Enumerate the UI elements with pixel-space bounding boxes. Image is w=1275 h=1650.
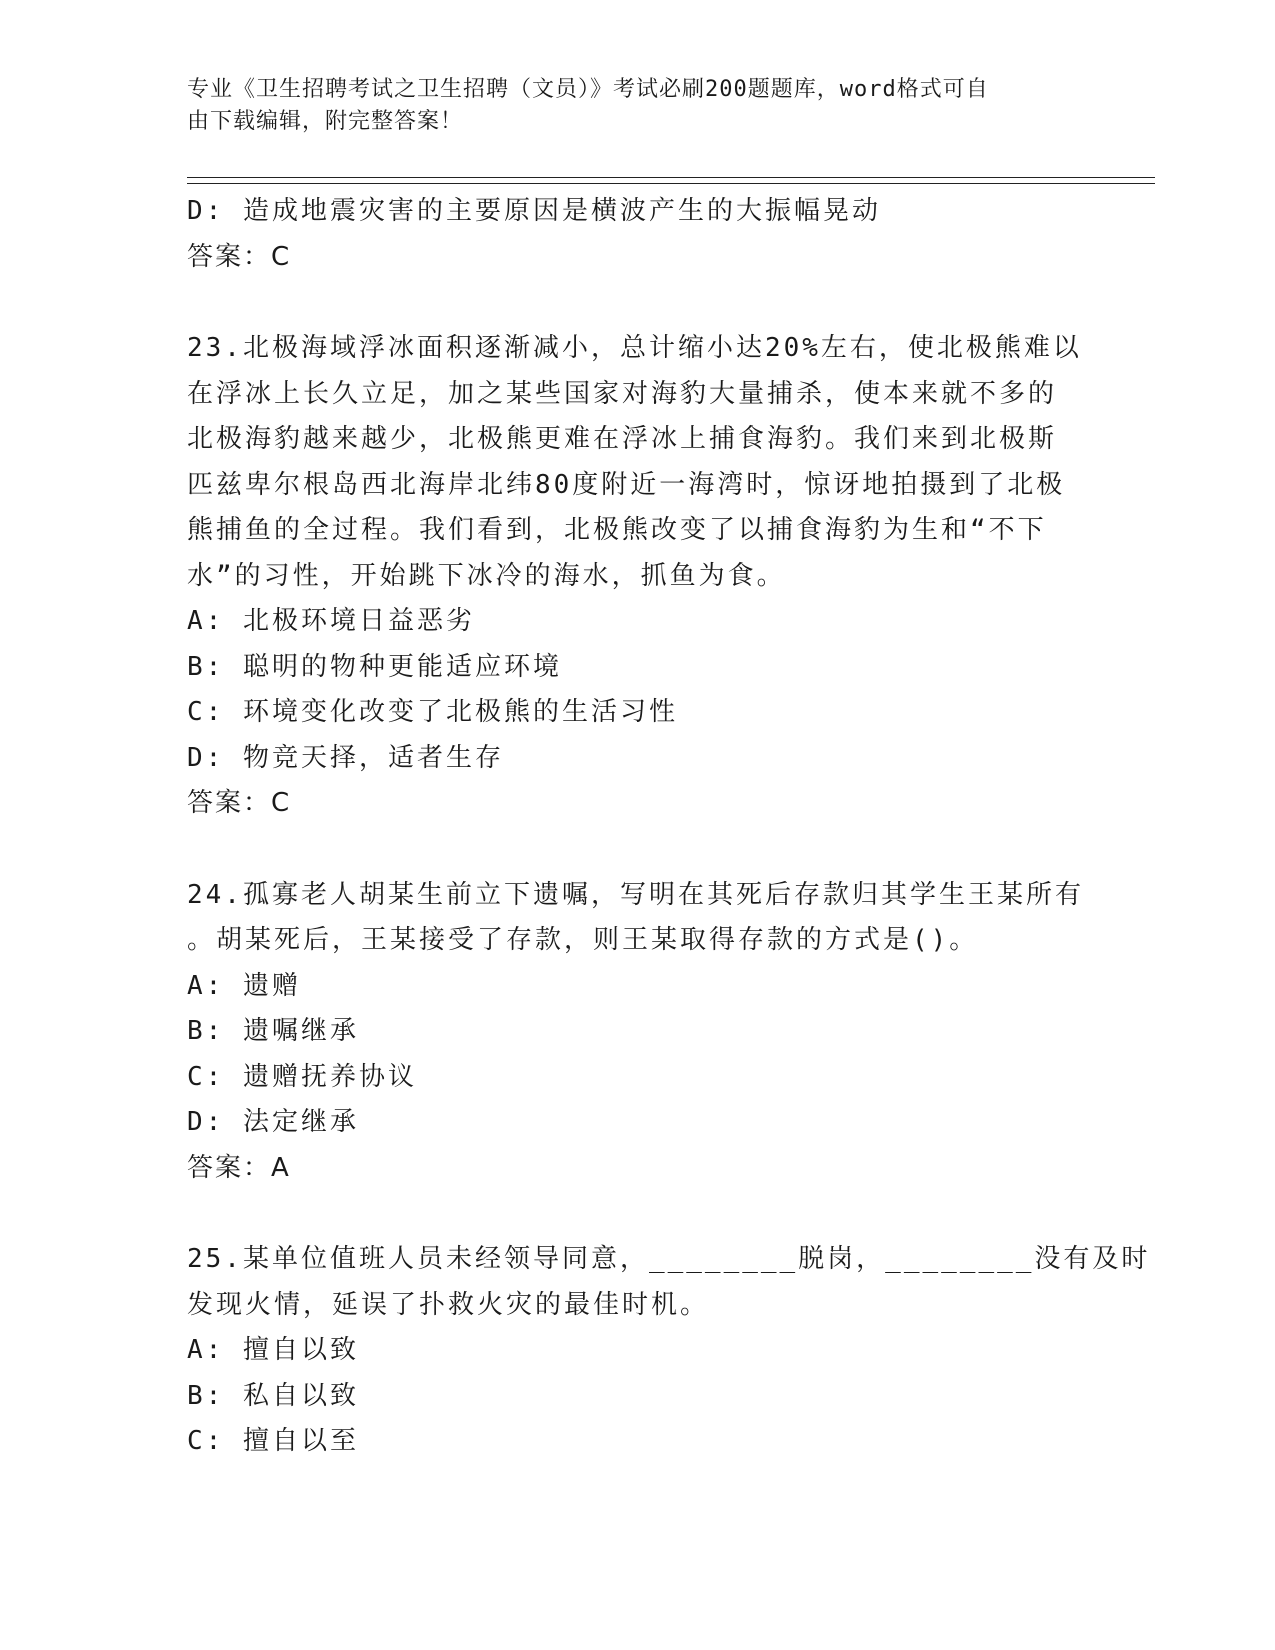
document-header bbox=[187, 74, 1067, 138]
question-stem-line: 。胡某死后，王某接受了存款，则王某取得存款的方式是()。 bbox=[187, 925, 979, 955]
question-stem-line: 23.北极海域浮冰面积逐渐减小，总计缩小达20%左右，使北极熊难以 bbox=[187, 333, 1082, 363]
question-stem-line: 发现火情，延误了扑救火灾的最佳时机。 bbox=[187, 1289, 710, 1320]
option-c: C: 擅自以至 bbox=[187, 1426, 359, 1456]
spacer bbox=[187, 280, 1077, 326]
answer: 答案：C bbox=[187, 241, 292, 272]
option-d: D: 物竞天择，适者生存 bbox=[187, 742, 504, 773]
question-25 bbox=[187, 1237, 1151, 1465]
question-23 bbox=[187, 326, 1082, 827]
option-c: C: 环境变化改变了北极熊的生活习性 bbox=[187, 697, 678, 727]
header-rule-top bbox=[187, 177, 1155, 178]
header-rule-bottom bbox=[187, 183, 1155, 184]
question-stem-line: 水”的习性，开始跳下冰冷的海水，抓鱼为食。 bbox=[187, 560, 786, 591]
answer: 答案：C bbox=[187, 788, 292, 818]
option-a: A: 擅自以致 bbox=[187, 1335, 359, 1365]
question-stem-line: 在浮冰上长久立足，加之某些国家对海豹大量捕杀，使本来就不多的 bbox=[187, 378, 1058, 409]
spacer bbox=[187, 1191, 1077, 1237]
option-d: D: 法定继承 bbox=[187, 1107, 359, 1137]
question-24 bbox=[187, 873, 1084, 1192]
header-line-2: 由下载编辑，附完整答案！ bbox=[187, 109, 464, 134]
question-stem-line: 匹兹卑尔根岛西北海岸北纬80度附近一海湾时，惊讶地拍摄到了北极 bbox=[187, 469, 1066, 500]
option-a: A: 北极环境日益恶劣 bbox=[187, 606, 475, 636]
question-22 bbox=[187, 189, 1077, 280]
question-stem-line: 熊捕鱼的全过程。我们看到，北极熊改变了以捕食海豹为生和“不下 bbox=[187, 515, 1047, 545]
option-b: B: 遗嘱继承 bbox=[187, 1016, 359, 1046]
question-stem-line: 24.孤寡老人胡某生前立下遗嘱，写明在其死后存款归其学生王某所有 bbox=[187, 879, 1084, 910]
header-line-1: 专业《卫生招聘考试之卫生招聘（文员）》考试必刷200题题库，word格式可自 bbox=[187, 77, 989, 102]
spacer bbox=[187, 827, 1077, 873]
answer: 答案：A bbox=[187, 1152, 291, 1183]
question-stem-line: 25.某单位值班人员未经领导同意，________脱岗，________没有及时 bbox=[187, 1244, 1151, 1274]
question-stem-line: 北极海豹越来越少，北极熊更难在浮冰上捕食海豹。我们来到北极斯 bbox=[187, 424, 1058, 454]
option-d: D: 造成地震灾害的主要原因是横波产生的大振幅晃动 bbox=[187, 196, 881, 226]
option-b: B: 私自以致 bbox=[187, 1380, 359, 1411]
option-a: A: 遗赠 bbox=[187, 970, 301, 1001]
option-c: C: 遗赠抚养协议 bbox=[187, 1061, 417, 1092]
question-content bbox=[187, 189, 1151, 1465]
option-b: B: 聪明的物种更能适应环境 bbox=[187, 651, 562, 682]
